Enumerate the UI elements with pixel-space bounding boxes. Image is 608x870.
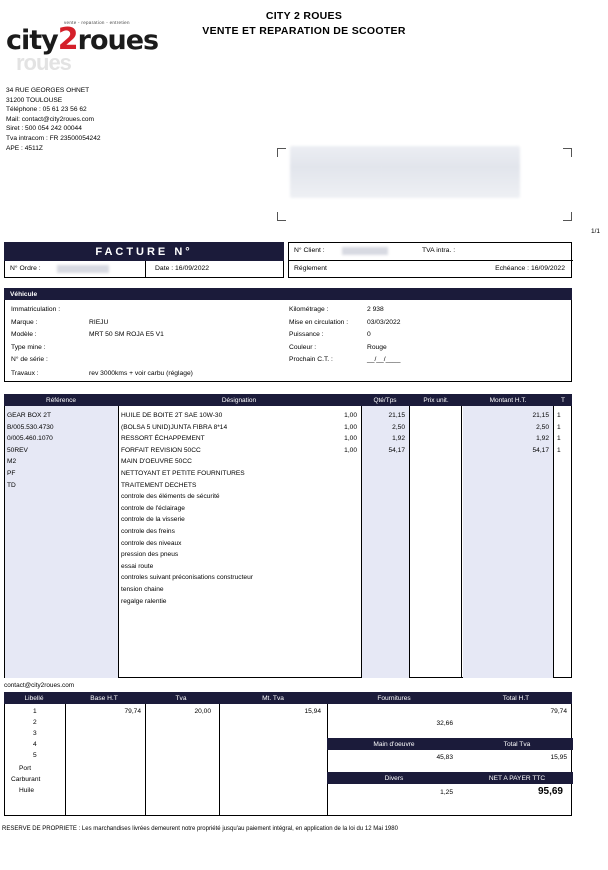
vehicule-label-immatriculation: Immatriculation :	[11, 306, 61, 313]
line-designation: controles suivant préconisations constructeur	[121, 574, 253, 582]
lines-table-header	[4, 394, 572, 406]
totals-row-index: 2	[33, 719, 37, 726]
vehicule-field-row	[289, 331, 400, 344]
legal-notice: RESERVE DE PROPRIETE : Les marchandises livrées demeurent notre propriété jusqu'au paiement intégral, en application de la loi du 12 Mai 1980	[2, 826, 398, 832]
vehicule-field-row	[11, 344, 164, 357]
invoice-date-value: 16/09/2022	[175, 265, 210, 272]
line-taxe-code: 1	[557, 412, 561, 419]
divers-header	[327, 772, 461, 784]
totals-row-carburant: Carburant	[11, 776, 41, 783]
client-number-label: N° Client :	[294, 247, 325, 254]
line-prix-unit: 2,50	[392, 423, 405, 431]
issuer-address-city: 31200 TOULOUSE	[6, 96, 63, 104]
vehicule-label-kilometrage: Kilométrage :	[289, 306, 329, 313]
column-header-designation: Désignation	[221, 396, 257, 404]
column-separator	[361, 406, 362, 678]
line-reference: M2	[7, 458, 17, 466]
vehicule-label-puissance: Puissance :	[289, 331, 324, 338]
total-tva-label: Total Tva	[503, 740, 531, 748]
logo-rest-text: roues	[77, 25, 159, 56]
order-date-divider	[145, 261, 146, 278]
column-header-mt-tva: Mt. Tva	[262, 694, 284, 702]
line-reference: PF	[7, 469, 16, 477]
title-line-2: VENTE ET REPARATION DE SCOOTER	[202, 25, 406, 37]
vehicule-label-couleur: Couleur :	[289, 343, 317, 351]
line-designation: pression des pneus	[121, 551, 179, 559]
line-reference: GEAR BOX 2T	[7, 412, 51, 419]
totals-row-huile: Huile	[19, 787, 35, 794]
line-designation: controle de l'éclairage	[121, 504, 185, 512]
totals-row-index: 5	[33, 752, 37, 759]
line-designation: tension chaine	[121, 585, 164, 593]
line-designation: controle de la visserie	[121, 516, 185, 524]
line-reference: B/005.530.4730	[7, 423, 54, 431]
designation-column	[121, 410, 253, 607]
crop-mark-bottom-right	[563, 212, 572, 221]
line-designation: MAIN D'OEUVRE 50CC	[121, 458, 192, 466]
column-header-tva: Tva	[175, 694, 187, 702]
line-taxe-code: 1	[557, 435, 561, 443]
vehicule-value-mise-circulation: 03/03/2022	[367, 318, 401, 326]
line-designation: regalge ralentie	[121, 597, 167, 605]
line-prix-unit: 54,17	[388, 446, 405, 454]
logo-tagline: vente - reparation - entretien	[64, 20, 130, 25]
line-designation: TRAITEMENT DECHETS	[121, 481, 197, 489]
column-separator	[409, 406, 410, 678]
column-header-qte: Qté/Tps	[373, 396, 397, 404]
client-number-redacted	[342, 247, 388, 255]
net-a-payer-header	[461, 772, 573, 784]
line-designation: (BOLSA 5 UNID)JUNTA FIBRA 8*14	[121, 423, 228, 431]
logo-watermark: roues	[16, 50, 71, 75]
column-header-t: T	[561, 396, 565, 404]
line-reference: 50REV	[7, 446, 28, 454]
totals-row-port: Port	[19, 765, 32, 772]
line-designation: FORFAIT REVISION 50CC	[121, 446, 201, 454]
crop-mark-top-right	[563, 148, 572, 157]
line-qte: 1,00	[344, 412, 357, 419]
vehicule-field-row	[289, 356, 400, 369]
reglement-label: Réglement	[294, 265, 327, 272]
line-designation: RESSORT ÉCHAPPEMENT	[121, 435, 205, 443]
divers-label: Divers	[384, 774, 404, 782]
totals-row-index: 4	[33, 741, 37, 748]
line-montant-ht: 1,92	[536, 435, 549, 443]
vehicule-field-row	[289, 319, 400, 332]
facture-label: FACTURE N°	[95, 245, 193, 258]
vehicule-label-mise-circulation: Mise en circulation :	[289, 318, 349, 326]
crop-mark-bottom-left	[277, 212, 286, 221]
total-ht-value: 79,74	[550, 708, 567, 715]
order-number-label: N° Ordre :	[10, 265, 41, 272]
travaux-row	[11, 370, 193, 377]
total-tva-value: 15,95	[550, 754, 567, 761]
totals-separator	[145, 704, 146, 816]
fournitures-value: 32,66	[436, 720, 453, 727]
line-designation: controle des freins	[121, 527, 175, 535]
line-qte: 1,00	[344, 446, 357, 454]
travaux-value: rev 3000kms + voir carbu (réglage)	[89, 370, 193, 377]
totals-separator	[65, 704, 66, 816]
line-designation: controle des niveaux	[121, 539, 182, 547]
column-header-fournitures: Fournitures	[377, 694, 411, 702]
vehicule-section-title: Véhicule	[10, 290, 38, 298]
line-reference: TD	[7, 481, 16, 489]
vehicule-left-column	[11, 306, 164, 369]
line-prix-unit: 21,15	[388, 412, 405, 419]
divers-value: 1,25	[440, 789, 453, 796]
lines-table-body	[4, 406, 572, 678]
net-a-payer-value: 95,69	[537, 786, 563, 797]
totals-tva-rate-value: 20,00	[194, 708, 211, 715]
column-separator	[461, 406, 462, 678]
vehicule-field-row	[11, 356, 164, 369]
client-box-divider	[289, 260, 573, 261]
vehicule-label-marque: Marque :	[11, 318, 38, 326]
vehicule-value-marque: RIEJU	[89, 318, 109, 326]
facture-header-bar	[4, 242, 284, 261]
line-designation: controle des éléments de sécurité	[121, 493, 220, 501]
line-designation: essai route	[121, 562, 154, 570]
line-taxe-code: 1	[557, 446, 561, 454]
logo-main-text: city	[6, 25, 58, 56]
totals-separator	[327, 704, 328, 816]
page-number: 1/1	[590, 228, 600, 235]
vehicule-right-column	[289, 306, 400, 369]
issuer-phone: Téléphone : 05 61 23 56 62	[6, 106, 87, 114]
vehicule-details	[4, 300, 572, 382]
line-reference: 0/005.460.1070	[7, 435, 53, 443]
line-prix-unit: 1,92	[392, 435, 405, 443]
net-a-payer-label: NET A PAYER TTC	[488, 774, 546, 782]
line-qte: 1,00	[344, 435, 357, 443]
logo-accent-text: 2	[57, 22, 78, 57]
invoice-date-label: Date :	[155, 265, 174, 272]
issuer-ape: APE : 4511Z	[6, 144, 43, 152]
issuer-siret: Siret : 500 054 242 00044	[6, 125, 82, 133]
issuer-tva: Tva intracom : FR 23500054242	[6, 134, 101, 142]
column-header-base-ht: Base H.T	[90, 694, 118, 702]
document-title	[0, 10, 608, 37]
qte-column	[315, 410, 357, 456]
line-taxe-code: 1	[557, 423, 561, 431]
echeance-value: 16/09/2022	[530, 265, 565, 272]
order-number-redacted	[57, 265, 109, 273]
prix-unit-column	[365, 410, 405, 456]
vehicule-label-prochain-ct: Prochain C.T. :	[289, 356, 333, 363]
totals-row-index: 3	[33, 730, 37, 737]
issuer-mail: Mail: contact@city2roues.com	[6, 115, 95, 123]
totals-mt-tva-value: 15,94	[304, 708, 321, 715]
vehicule-label-serie: N° de série :	[11, 356, 48, 363]
invoice-date	[155, 265, 209, 272]
column-separator	[118, 406, 119, 678]
column-header-montant-ht: Montant H.T.	[489, 396, 527, 404]
totals-table-header	[4, 692, 572, 704]
issuer-block	[6, 86, 101, 153]
vehicule-value-puissance: 0	[367, 331, 371, 338]
vehicule-field-row	[11, 319, 164, 332]
main-oeuvre-header	[327, 738, 461, 750]
vehicule-value-kilometrage: 2 938	[367, 306, 384, 313]
line-montant-ht: 54,17	[532, 446, 549, 454]
total-tva-header	[461, 738, 573, 750]
client-tva-label: TVA intra. :	[422, 247, 456, 254]
column-separator	[553, 406, 554, 678]
issuer-address-street: 34 RUE GEORGES OHNET	[6, 87, 90, 94]
vehicule-section-header	[4, 288, 572, 300]
vehicule-value-prochain-ct: __/__/____	[367, 356, 401, 363]
vehicule-field-row	[289, 306, 400, 319]
client-address-redacted	[290, 146, 520, 198]
echeance	[495, 265, 565, 272]
vehicule-field-row	[11, 331, 164, 344]
line-montant-ht: 21,15	[532, 412, 549, 419]
column-header-libelle: Libellé	[24, 694, 44, 702]
client-info-box	[288, 242, 572, 278]
crop-mark-top-left	[277, 148, 286, 157]
vehicule-value-modele: MRT 50 SM ROJA E5 V1	[89, 331, 164, 338]
echeance-label: Echéance :	[495, 265, 530, 272]
totals-table-body	[4, 704, 572, 816]
totals-separator	[219, 704, 220, 816]
main-oeuvre-label: Main d'oeuvre	[373, 740, 415, 748]
vehicule-label-modele: Modèle :	[11, 331, 37, 338]
travaux-label: Travaux :	[11, 370, 39, 377]
totals-row-index: 1	[33, 708, 37, 715]
vehicule-label-type-mine: Type mine :	[11, 343, 46, 351]
line-qte: 1,00	[344, 423, 357, 431]
column-header-total-ht: Total H.T	[502, 694, 530, 702]
title-line-1: CITY 2 ROUES	[265, 10, 343, 22]
facture-order-row	[4, 261, 284, 278]
vehicule-value-couleur: Rouge	[367, 343, 387, 351]
taxe-code-column	[557, 410, 569, 456]
line-designation: HUILE DE BOITE 2T SAE 10W-30	[121, 412, 223, 419]
line-montant-ht: 2,50	[536, 423, 549, 431]
footer-email: contact@city2roues.com	[4, 682, 75, 689]
column-header-reference: Référence	[46, 396, 76, 404]
line-designation: NETTOYANT ET PETITE FOURNITURES	[121, 469, 245, 477]
montant-ht-column	[475, 410, 549, 456]
totals-base-ht-value: 79,74	[124, 708, 141, 715]
vehicule-field-row	[289, 344, 400, 357]
reference-column	[7, 410, 54, 491]
main-oeuvre-value: 45,83	[436, 754, 453, 761]
column-header-prix-unit: Prix unit.	[423, 396, 449, 404]
vehicule-field-row	[11, 306, 164, 319]
